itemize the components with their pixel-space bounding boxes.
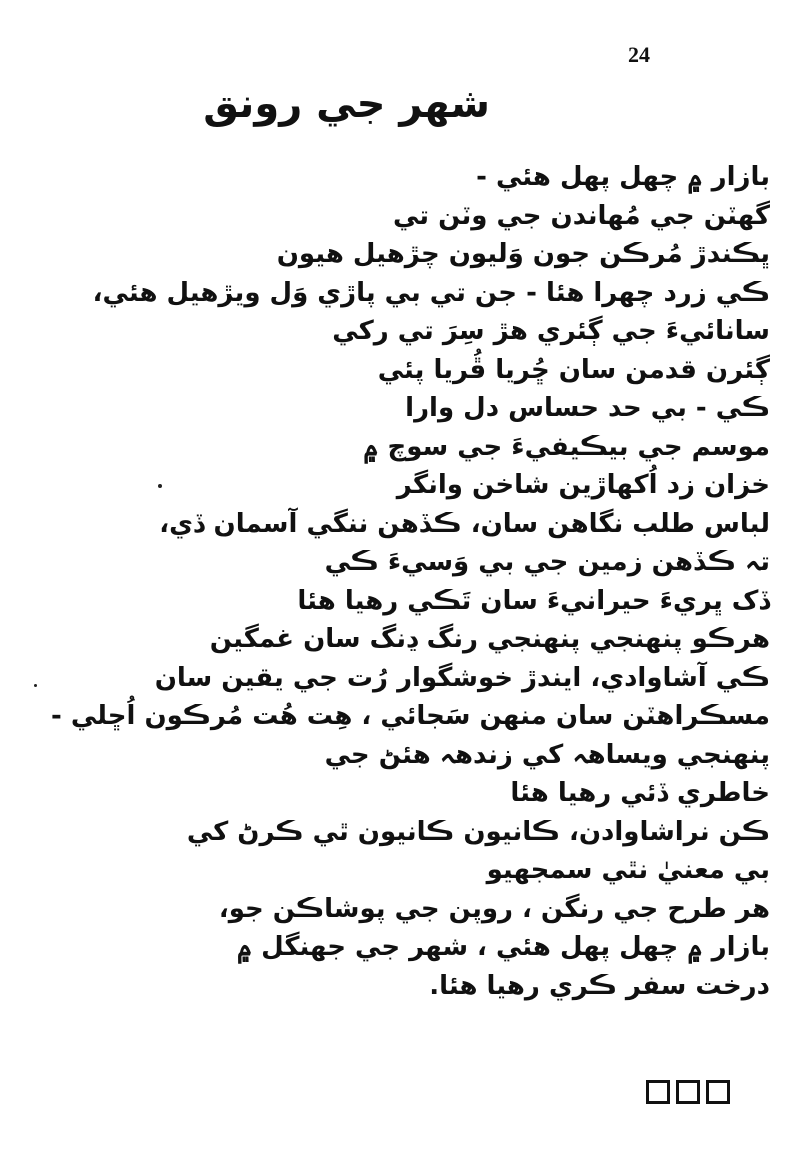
poem-title: شهر جي رونق bbox=[203, 81, 490, 127]
poem-body bbox=[0, 158, 770, 1005]
poem-line: ڪي آشاوادي، ايندڙ خوشگوار رُت جي يقين سان bbox=[154, 662, 770, 693]
poem-line: هرڪو پنهنجي پنهنجي رنگ ڍنگ سان غمگين bbox=[209, 624, 770, 654]
poem-line: پنهنجي ويساهہ کي زندهہ هئڻ جي bbox=[324, 739, 770, 770]
poem-line: ڪي زرد چهرا هئا - جن تي بي پاڙي وَل ويڙهيل هئي، bbox=[92, 277, 770, 308]
scan-speck bbox=[34, 684, 37, 687]
scan-speck bbox=[158, 484, 162, 488]
poem-line: لباس طلب نگاهن سان، ڪڏهن ننگي آسمان ڏي، bbox=[159, 508, 770, 539]
poem-line: ڳئرن قدمن سان ڇُريا ڦُريا پئي bbox=[377, 354, 770, 385]
poem-line: ڀڪندڙ مُرڪن جون وَليون چڙهيل هيون bbox=[276, 239, 770, 269]
square-mark-icon bbox=[706, 1080, 730, 1104]
poem-line: تہ ڪڏهن زمين جي بي وَسيءَ ڪي bbox=[324, 547, 770, 577]
poem-line: مسڪراهٽن سان منهن سَجائي ، هِت هُت مُرڪون اُڇلي - bbox=[51, 701, 770, 731]
poem-line: ڪن نراشاوادن، ڪانيون ڪانيون ٿي ڪرڻ کي bbox=[186, 816, 770, 847]
square-mark-icon bbox=[676, 1080, 700, 1104]
poem-line: موسم جي بيڪيفيءَ جي سوچ ۾ bbox=[363, 431, 770, 462]
poem-line: خاطري ڏئي رهيا هئا bbox=[510, 778, 770, 808]
end-of-poem-mark bbox=[646, 1080, 730, 1104]
poem-line: ڏک ڀريءَ حيرانيءَ سان تَڪي رهيا هئا bbox=[297, 585, 770, 616]
poem-line: ڪي - بي حد حساس دل وارا bbox=[405, 393, 770, 423]
poem-line: بازار ۾ چهل پهل هئي - bbox=[476, 162, 770, 192]
square-mark-icon bbox=[646, 1080, 670, 1104]
poem-line: خزان زد اُکهاڙين شاخن وانگر bbox=[396, 470, 770, 500]
poem-line: هر طرح جي رنگن ، روپن جي پوشاڪن جو، bbox=[218, 893, 770, 924]
poem-line: بازار ۾ چهل پهل هئي ، شهر جي جهنگل ۾ bbox=[236, 932, 770, 962]
poem-line: گهٽن جي مُهاندن جي وٽن تي bbox=[392, 200, 770, 231]
poem-line: بي معنيٰ نٿي سمجهيو bbox=[486, 855, 770, 885]
poem-line: سانائيءَ جي ڳئري هڙ سِرَ تي رکي bbox=[332, 316, 770, 346]
page-number: 24 bbox=[628, 42, 650, 67]
poem-line: درخت سفر ڪري رهيا هئا. bbox=[429, 970, 770, 1001]
